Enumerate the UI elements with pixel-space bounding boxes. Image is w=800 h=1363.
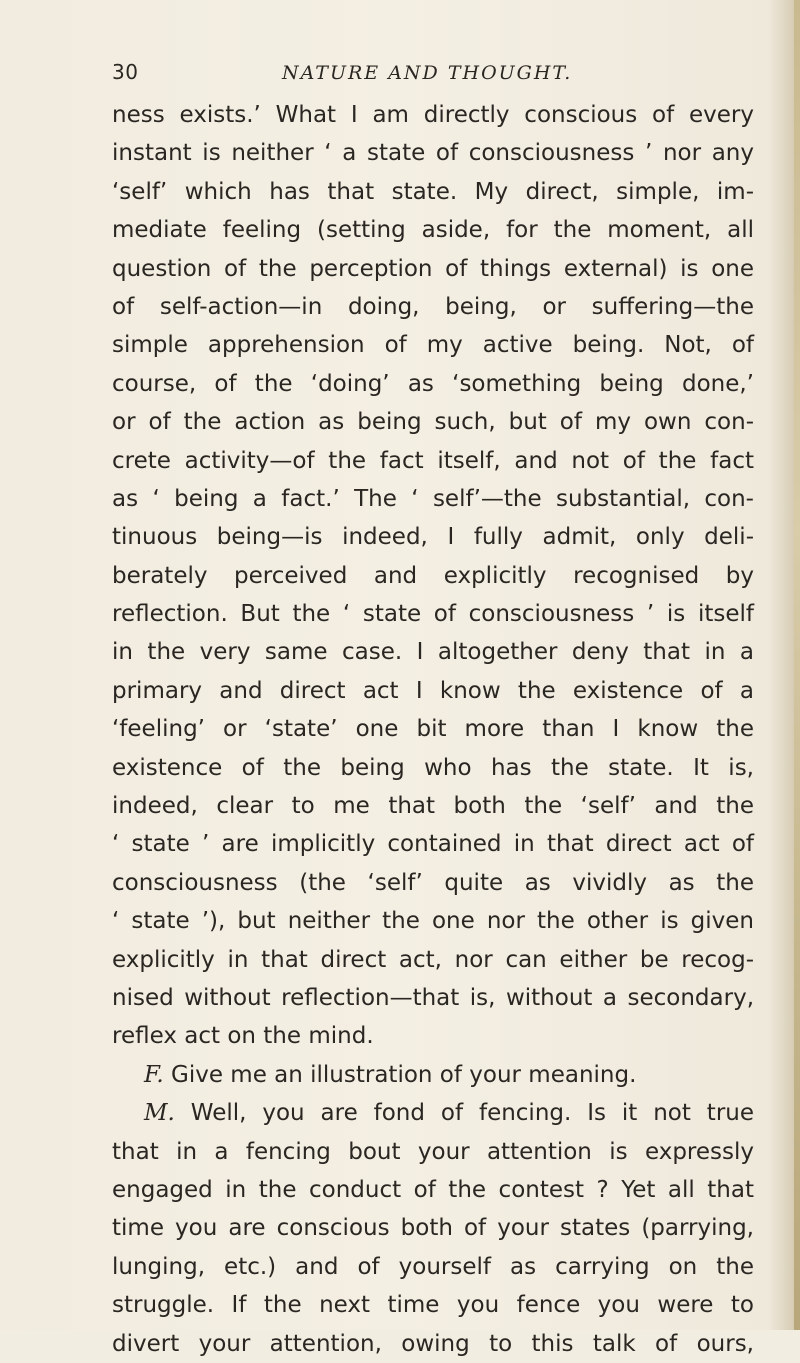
dialogue-text: Give me an illustration of your meaning. bbox=[171, 1061, 637, 1088]
text-line: reflex act on the mind. bbox=[112, 1023, 374, 1050]
text-line: ‘self’ which has that state. My direct, simple, im- bbox=[112, 178, 754, 205]
text-line: nised without reflection—that is, without a secondary, bbox=[112, 984, 754, 1011]
speaker-label: M. bbox=[144, 1100, 175, 1127]
text-line: ‘ state ’), but neither the one nor the other is given bbox=[112, 908, 754, 935]
text-line: primary and direct act I know the existence of a bbox=[112, 677, 754, 704]
text-line: indeed, clear to me that both the ‘self’ and the bbox=[112, 793, 754, 820]
text-line: question of the perception of things external) is one bbox=[112, 255, 754, 282]
text-line: tinuous being—is indeed, I fully admit, only deli- bbox=[112, 524, 754, 551]
text-line: struggle. If the next time you fence you were to bbox=[112, 1292, 754, 1319]
text-line: ‘ state ’ are implicitly contained in that direct act of bbox=[112, 831, 754, 858]
text-line: crete activity—of the fact itself, and not of the fact bbox=[112, 447, 754, 474]
speaker-label: F. bbox=[144, 1061, 164, 1088]
text-line: explicitly in that direct act, nor can either be recog- bbox=[112, 946, 754, 973]
text-line: engaged in the conduct of the contest ? Yet all that bbox=[112, 1176, 754, 1203]
text-line: course, of the ‘doing’ as ‘something being done,’ bbox=[112, 370, 754, 397]
text-line: instant is neither ‘ a state of consciousness ’ nor any bbox=[112, 140, 754, 167]
text-line: divert your attention, owing to this talk of ours, bbox=[112, 1330, 754, 1357]
text-line: ‘feeling’ or ‘state’ one bit more than I know the bbox=[112, 716, 754, 743]
text-line: ness exists.’ What I am directly conscious of every bbox=[112, 102, 754, 128]
text-line: simple apprehension of my active being. Not, of bbox=[112, 332, 754, 359]
text-line: as ‘ being a fact.’ The ‘ self’—the substantial, con- bbox=[112, 485, 754, 512]
text-line: consciousness (the ‘self’ quite as vividly as the bbox=[112, 869, 754, 896]
dialogue-text: Well, you are fond of fencing. Is it not true bbox=[190, 1100, 755, 1127]
text-line: time you are conscious both of your states (parrying, bbox=[112, 1215, 754, 1242]
dialogue-line bbox=[112, 1094, 754, 1132]
text-line: existence of the being who has the state. It is, bbox=[112, 754, 754, 781]
text-line: or of the action as being such, but of my own con- bbox=[112, 409, 754, 436]
page-header bbox=[112, 60, 752, 94]
text-line: of self-action—in doing, being, or suffering—the bbox=[112, 293, 754, 320]
text-line: lunging, etc.) and of yourself as carrying on the bbox=[112, 1253, 754, 1280]
text-line: berately perceived and explicitly recognised by bbox=[112, 562, 754, 589]
text-line: mediate feeling (setting aside, for the moment, all bbox=[112, 217, 754, 244]
body-text bbox=[112, 96, 754, 1363]
running-head: NATURE AND THOUGHT. bbox=[282, 62, 573, 84]
dialogue-line bbox=[112, 1056, 754, 1094]
text-line: that in a fencing bout your attention is expressly bbox=[112, 1138, 754, 1165]
page-edge-shadow bbox=[794, 0, 800, 1330]
text-line: in the very same case. I altogether deny that in a bbox=[112, 639, 754, 666]
text-line: reflection. But the ‘ state of consciousness ’ is itself bbox=[112, 601, 754, 628]
page-number: 30 bbox=[112, 60, 139, 84]
